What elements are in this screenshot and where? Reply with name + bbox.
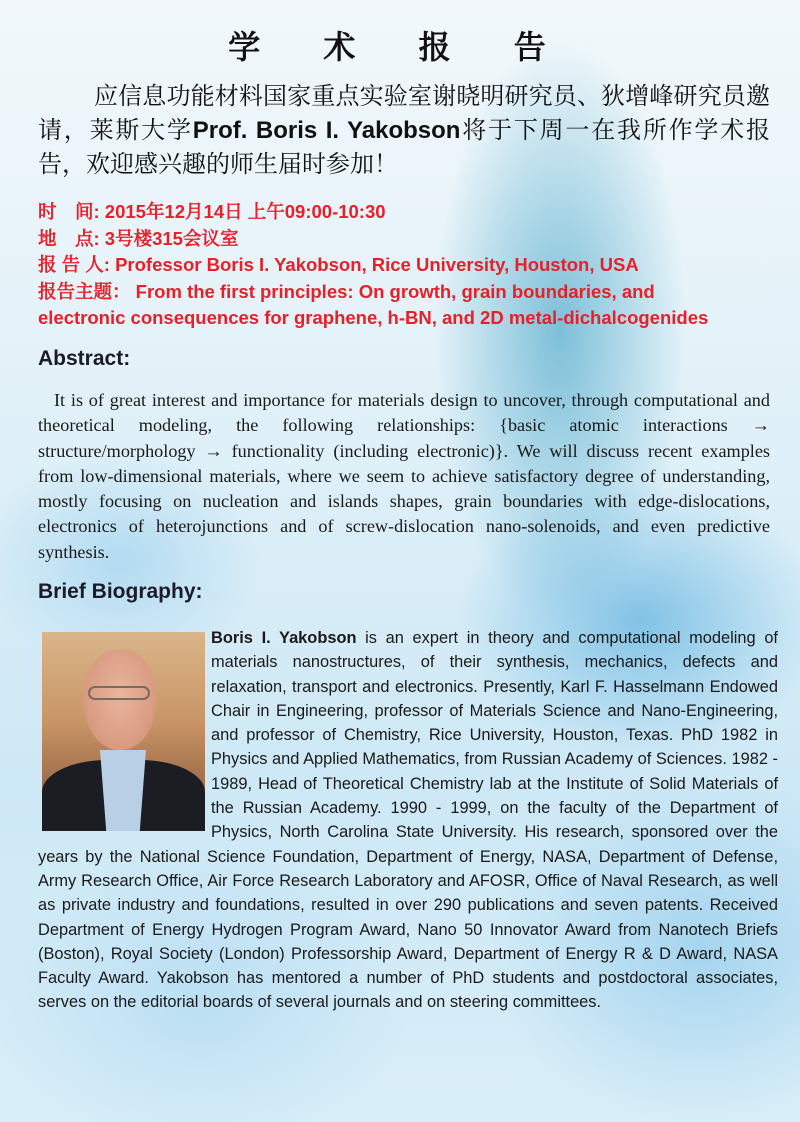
speaker-photo bbox=[42, 632, 205, 831]
event-place: 地 点: 3号楼315会议室 bbox=[38, 227, 239, 249]
event-info bbox=[38, 199, 778, 332]
page-title: 学 术 报 告 bbox=[228, 28, 572, 66]
event-time: 时 间: 2015年12月14日 上午09:00-10:30 bbox=[38, 201, 386, 222]
intro-paragraph bbox=[38, 80, 770, 182]
abstract-body: It is of great interest and importance for materials design to uncover, through computational and theoretical modeling, the following relationships: {basic atomic interactions → structure/morphology → functionality (including electronic)}. We will discuss recent examples from low-dimensional materials, where we seem to achieve satisfactory degree of understanding, mostly focusing on nucleation and islands shapes, grain boundaries with edge-dislocations, electronics of heterojunctions and of screw-dislocation nano-solenoids, and even predictive synthesis. bbox=[38, 390, 770, 562]
intro-text-end: 将于下周一在我所作学术报告，欢迎感兴趣的师生届时参加！ bbox=[38, 117, 771, 178]
abstract-heading: Abstract: bbox=[38, 347, 131, 370]
bio-name: Boris I. Yakobson bbox=[211, 629, 357, 647]
bio-text: is an expert in theory and computational modeling of materials nanostructures, of their synthesis, mechanics, defects and relaxation, transport and electronics. Presently, Karl F. Hasselmann Endowed Chair in Engineering, professor of Materials Science and Nano-Engineering, and professor of Chemistry, Rice University, Houston, Texas. PhD 1982 in Physics and Applied Mathematics, from Russian Academy of Sciences. 1982 - 1989, Head of Theoretical Chemistry lab at the Institute of Solid Materials of the Russian Academy. 1990 - 1999, on the faculty of the Department of Physics, North Carolina State University. His research, sponsored over the years by the National Science Foundation, Department of Energy, NASA, Department of Defense, Army Research Office, Air Force Research Laboratory and AFOSR, Office of Naval Research, as well as private industry and foundations, resulted in over 290 publications and seven patents. Received Department of Energy Hydrogen Program Award, Nano 50 Innovator Award from Nanotech Briefs (Boston), Royal Society (London) Professorship Award, Department of Energy R & D Award, NASA Faculty Award. Yakobson has mentored a number of PhD students and postdoctoral associates, serves on the editorial boards of several journals and on steering committees. bbox=[38, 629, 778, 1012]
biography-heading: Brief Biography: bbox=[38, 580, 203, 603]
intro-text: 应信息功能材料国家重点实验室谢晓明研究员、狄增峰研究员邀请，莱斯大学 bbox=[38, 83, 770, 144]
speaker-name: Prof. Boris I. Yakobson bbox=[192, 117, 461, 144]
event-topic: 报告主题： From the first principles: On growth, grain boundaries, and bbox=[38, 280, 655, 302]
event-topic-cont: electronic consequences for graphene, h-BN, and 2D metal-dichalcogenides bbox=[38, 307, 709, 328]
biography-body bbox=[38, 626, 778, 1015]
event-speaker: 报 告 人: Professor Boris I. Yakobson, Rice University, Houston, USA bbox=[38, 254, 639, 275]
